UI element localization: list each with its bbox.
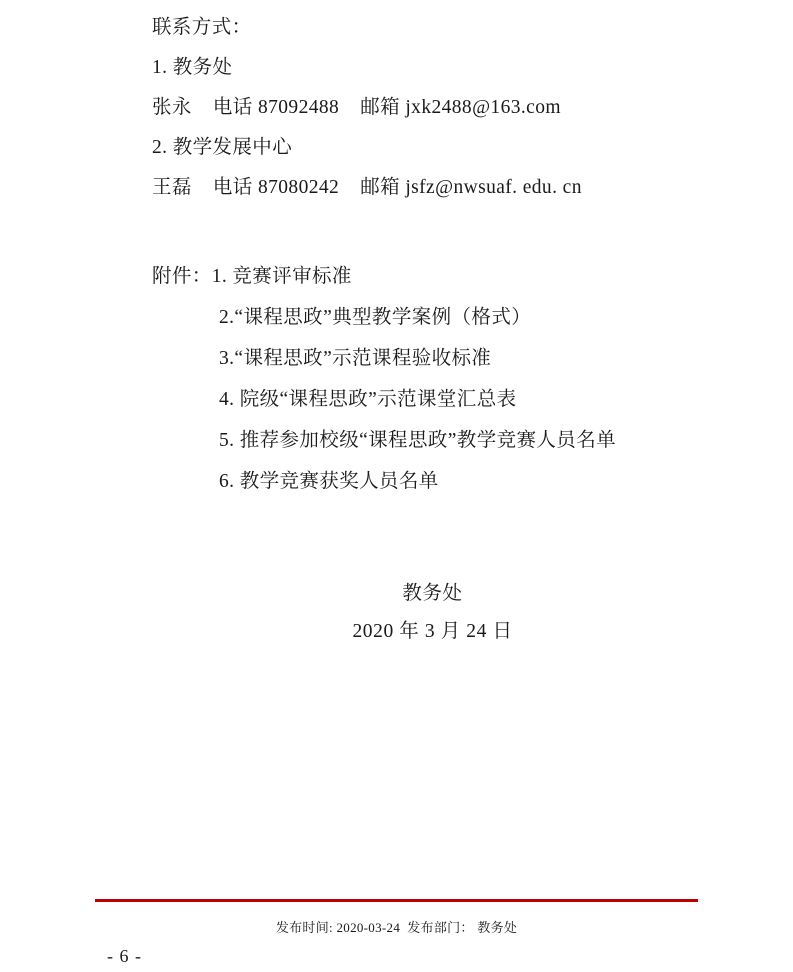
- attachment-item-3: 3.“课程思政”示范课程验收标准: [219, 348, 492, 369]
- signature-date: 2020 年 3 月 24 日: [352, 621, 513, 642]
- attachments-block: [152, 256, 752, 502]
- contact-item-2: 张永 电话 87092488 邮箱 jxk2488@163.com: [152, 97, 561, 118]
- footer-meta: 发布时间: 2020-03-24 发布部门： 教务处: [275, 920, 518, 935]
- page-number: - 6 -: [107, 946, 142, 966]
- section-spacer: [152, 208, 752, 240]
- attachment-item-4: 4. 院级“课程思政”示范课堂汇总表: [219, 389, 517, 410]
- footer-divider: [95, 899, 698, 902]
- attachments-label: 附件：1. 竞赛评审标准: [152, 266, 352, 287]
- signature-department: 教务处: [402, 583, 463, 604]
- contact-item-1: 1. 教务处: [152, 57, 233, 78]
- attachment-item-2: 2.“课程思政”典型教学案例（格式）: [219, 307, 532, 328]
- attachment-item-6: 6. 教学竞赛获奖人员名单: [219, 471, 439, 492]
- contact-item-3: 2. 教学发展中心: [152, 137, 293, 158]
- attachment-item-5: 5. 推荐参加校级“课程思政”教学竞赛人员名单: [219, 430, 617, 451]
- signature-block: [0, 575, 793, 651]
- contact-item-4: 王磊 电话 87080242 邮箱 jsfz@nwsuaf. edu. cn: [152, 177, 582, 198]
- document-body: [152, 8, 752, 502]
- contact-heading: 联系方式：: [152, 17, 252, 38]
